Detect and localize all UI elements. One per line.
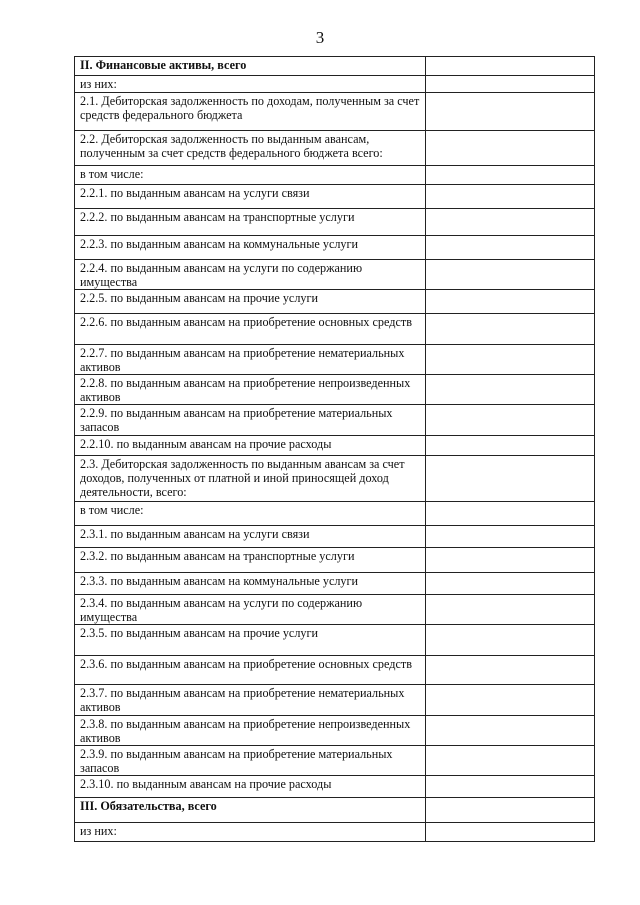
row-label: 2.3.1. по выданным авансам на услуги связи (75, 526, 426, 548)
row-value-cell (426, 656, 595, 685)
table-row (75, 656, 595, 685)
row-value-cell (426, 526, 595, 548)
table-row (75, 746, 595, 776)
row-label: 2.2. Дебиторская задолженность по выданным авансам, полученным за счет средств федерального бюджета всего: (75, 131, 426, 166)
row-value-cell (426, 573, 595, 595)
row-value-cell (426, 57, 595, 76)
row-label: 2.3.7. по выданным авансам на приобретение нематериальных активов (75, 685, 426, 716)
row-label: 2.3.3. по выданным авансам на коммунальные услуги (75, 573, 426, 595)
row-value-cell (426, 456, 595, 502)
row-value-cell (426, 746, 595, 776)
row-value-cell (426, 185, 595, 209)
row-value-cell (426, 548, 595, 573)
row-value-cell (426, 345, 595, 375)
page-number: 3 (315, 28, 325, 47)
table-row (75, 776, 595, 798)
row-value-cell (426, 716, 595, 746)
table-row (75, 345, 595, 375)
row-label: 2.2.7. по выданным авансам на приобретение нематериальных активов (75, 345, 426, 375)
table-row (75, 236, 595, 260)
row-label: 2.2.3. по выданным авансам на коммунальные услуги (75, 236, 426, 260)
row-label: 2.2.5. по выданным авансам на прочие услуги (75, 290, 426, 314)
row-label: 2.2.8. по выданным авансам на приобретение непроизведенных активов (75, 375, 426, 405)
row-label: 2.2.9. по выданным авансам на приобретение материальных запасов (75, 405, 426, 436)
table-row (75, 502, 595, 526)
row-value-cell (426, 166, 595, 185)
table-row (75, 185, 595, 209)
row-value-cell (426, 131, 595, 166)
row-label: 2.3. Дебиторская задолженность по выданным авансам за счет доходов, полученных от платной и иной приносящей доход деятельности, всего: (75, 456, 426, 502)
row-label: 2.1. Дебиторская задолженность по доходам, полученным за счет средств федерального бюджета (75, 93, 426, 131)
row-value-cell (426, 776, 595, 798)
row-value-cell (426, 236, 595, 260)
table-row (75, 290, 595, 314)
table-row (75, 573, 595, 595)
table-row (75, 314, 595, 345)
row-label: 2.3.4. по выданным авансам на услуги по содержанию имущества (75, 595, 426, 625)
table-row (75, 798, 595, 823)
row-value-cell (426, 595, 595, 625)
row-label: 2.2.4. по выданным авансам на услуги по содержанию имущества (75, 260, 426, 290)
table-row (75, 260, 595, 290)
row-label: в том числе: (75, 502, 426, 526)
row-value-cell (426, 76, 595, 93)
row-value-cell (426, 502, 595, 526)
row-label: 2.3.8. по выданным авансам на приобретение непроизведенных активов (75, 716, 426, 746)
table-row (75, 209, 595, 236)
row-value-cell (426, 798, 595, 823)
row-label: 2.3.6. по выданным авансам на приобретение основных средств (75, 656, 426, 685)
row-value-cell (426, 436, 595, 456)
table-row (75, 548, 595, 573)
row-label: II. Финансовые активы, всего (75, 57, 426, 76)
table-row (75, 57, 595, 76)
row-label: 2.3.5. по выданным авансам на прочие услуги (75, 625, 426, 656)
row-label: 2.2.10. по выданным авансам на прочие расходы (75, 436, 426, 456)
table-row (75, 405, 595, 436)
table-row (75, 685, 595, 716)
row-value-cell (426, 93, 595, 131)
row-label: 2.2.6. по выданным авансам на приобретение основных средств (75, 314, 426, 345)
row-label: в том числе: (75, 166, 426, 185)
table-row (75, 823, 595, 842)
table-row (75, 93, 595, 131)
table-row (75, 436, 595, 456)
table-row (75, 76, 595, 93)
row-label: из них: (75, 823, 426, 842)
table-row (75, 716, 595, 746)
row-value-cell (426, 685, 595, 716)
row-value-cell (426, 314, 595, 345)
row-label: 2.2.1. по выданным авансам на услуги связи (75, 185, 426, 209)
table-row (75, 131, 595, 166)
row-value-cell (426, 405, 595, 436)
row-value-cell (426, 209, 595, 236)
table-row (75, 375, 595, 405)
row-label: 2.3.10. по выданным авансам на прочие расходы (75, 776, 426, 798)
row-value-cell (426, 260, 595, 290)
table-row (75, 595, 595, 625)
assets-table (74, 56, 595, 842)
row-label: 2.3.9. по выданным авансам на приобретение материальных запасов (75, 746, 426, 776)
row-label: III. Обязательства, всего (75, 798, 426, 823)
row-value-cell (426, 625, 595, 656)
table-row (75, 456, 595, 502)
row-label: 2.2.2. по выданным авансам на транспортные услуги (75, 209, 426, 236)
table-row (75, 625, 595, 656)
table-row (75, 526, 595, 548)
row-value-cell (426, 375, 595, 405)
row-label: из них: (75, 76, 426, 93)
row-value-cell (426, 823, 595, 842)
row-label: 2.3.2. по выданным авансам на транспортные услуги (75, 548, 426, 573)
table-row (75, 166, 595, 185)
row-value-cell (426, 290, 595, 314)
